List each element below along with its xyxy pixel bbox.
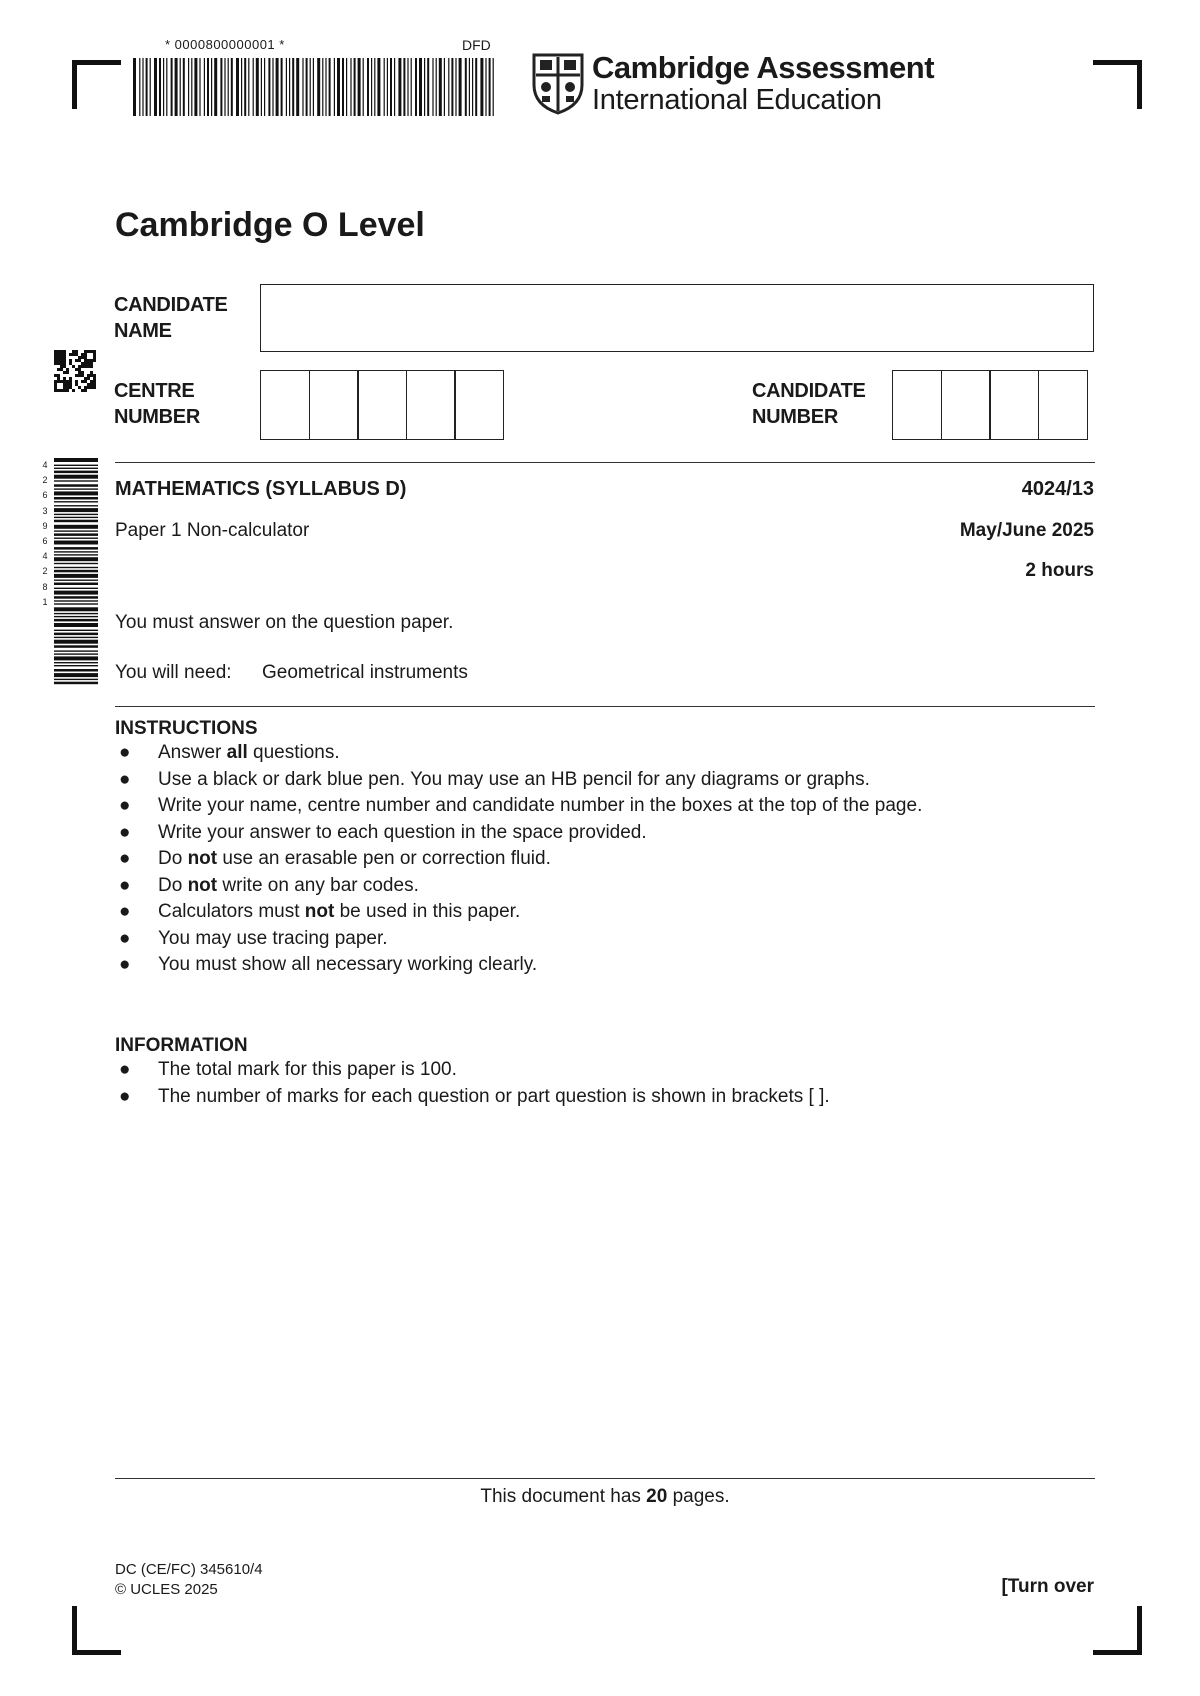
crest-icon	[532, 53, 584, 115]
copyright: © UCLES 2025	[115, 1581, 218, 1598]
exam-duration: 2 hours	[1025, 560, 1094, 581]
paper-name: Paper 1 Non-calculator	[115, 520, 310, 541]
page-count-number: 20	[646, 1486, 668, 1507]
bullet-icon: ●	[119, 742, 131, 763]
list-item: ● Answer all questions.	[115, 740, 1095, 767]
list-item: ● The number of marks for each question or part question is shown in brackets [ ].	[115, 1084, 1095, 1111]
side-barcode-digit: 6	[42, 536, 48, 547]
list-item: ● You may use tracing paper.	[115, 926, 1095, 953]
side-barcode-digit: 4	[42, 551, 48, 562]
information-section	[115, 1035, 1095, 1110]
page-count-text: pages.	[667, 1486, 730, 1507]
page-title: Cambridge O Level	[115, 206, 425, 244]
side-barcode-digit: 8	[42, 581, 48, 592]
candidate-number-field	[892, 370, 1088, 440]
emphasis: all	[226, 742, 248, 763]
candidate-number-label	[752, 378, 866, 430]
instructions-heading: INSTRUCTIONS	[115, 718, 258, 739]
cambridge-logo	[532, 52, 934, 116]
barcode-number: * 0000800000001 *	[165, 37, 285, 52]
centre-number-box[interactable]	[260, 370, 310, 440]
side-barcode-digit: 1	[42, 596, 48, 607]
centre-number-field	[260, 370, 504, 440]
list-item: ● Do not write on any bar codes.	[115, 873, 1095, 900]
centre-number-box[interactable]	[454, 370, 504, 440]
qr-code	[54, 350, 96, 392]
document-code: DC (CE/FC) 345610/4	[115, 1561, 263, 1578]
bullet-icon: ●	[119, 1085, 131, 1107]
bullet-icon: ●	[119, 821, 131, 843]
candidate-number-box[interactable]	[989, 370, 1039, 440]
candidate-name-label	[114, 292, 228, 344]
turn-over: [Turn over	[1001, 1576, 1094, 1597]
bullet-icon: ●	[119, 795, 131, 816]
side-barcode-digit: 6	[42, 490, 48, 501]
crop-mark-bottom-right	[1093, 1606, 1142, 1655]
side-barcode-digit: 2	[42, 475, 48, 486]
crop-mark-top-right	[1093, 60, 1142, 109]
bullet-icon: ●	[119, 901, 131, 922]
information-list	[115, 1057, 1095, 1110]
label-line: CANDIDATE	[114, 294, 228, 316]
candidate-number-box[interactable]	[892, 370, 942, 440]
centre-number-box[interactable]	[357, 370, 407, 440]
list-item: ● Use a black or dark blue pen. You may use an HB pencil for any diagrams or graphs.	[115, 767, 1095, 794]
side-barcode-digit: 9	[42, 520, 48, 531]
candidate-number-box[interactable]	[941, 370, 991, 440]
side-barcode-digits	[40, 458, 50, 610]
instructions-list	[115, 740, 1095, 979]
side-barcode-digit: 4	[42, 460, 48, 470]
need-label: You will need:	[115, 662, 232, 683]
label-line: NUMBER	[752, 406, 838, 428]
list-item: ● Do not use an erasable pen or correction fluid.	[115, 846, 1095, 873]
footer-codes	[115, 1560, 263, 1600]
emphasis: not	[187, 848, 218, 869]
side-barcode-digit: 2	[42, 566, 48, 577]
page-count-text: This document has	[480, 1486, 647, 1507]
answer-note: You must answer on the question paper.	[115, 612, 454, 633]
side-barcode	[54, 458, 98, 686]
divider	[115, 462, 1095, 463]
bullet-icon: ●	[119, 927, 131, 949]
centre-number-label	[114, 378, 200, 430]
label-line: CENTRE	[114, 380, 195, 402]
information-heading: INFORMATION	[115, 1035, 248, 1056]
bullet-icon: ●	[119, 1059, 131, 1080]
barcode-tag: DFD	[462, 37, 491, 53]
emphasis: not	[187, 874, 218, 896]
divider	[115, 1478, 1095, 1479]
logo-line-2: International Education	[592, 84, 882, 116]
centre-number-box[interactable]	[406, 370, 456, 440]
bullet-icon: ●	[119, 874, 131, 896]
crop-mark-bottom-left	[72, 1606, 121, 1655]
candidate-name-field[interactable]	[260, 284, 1094, 352]
top-barcode	[133, 58, 499, 116]
bullet-icon: ●	[119, 768, 131, 790]
divider	[115, 706, 1095, 707]
instructions-section	[115, 718, 1095, 979]
candidate-number-box[interactable]	[1038, 370, 1088, 440]
list-item: ● You must show all necessary working clearly.	[115, 952, 1095, 979]
label-line: NUMBER	[114, 406, 200, 428]
label-line: NAME	[114, 320, 172, 342]
need-item: Geometrical instruments	[262, 662, 468, 683]
emphasis: not	[304, 901, 335, 922]
crop-mark-top-left	[72, 60, 121, 109]
syllabus-code: 4024/13	[1021, 478, 1094, 500]
subject-title: MATHEMATICS (SYLLABUS D)	[115, 478, 407, 500]
list-item: ● Write your name, centre number and candidate number in the boxes at the top of the page.	[115, 793, 1095, 820]
label-line: CANDIDATE	[752, 380, 866, 402]
bullet-icon: ●	[119, 954, 131, 975]
list-item: ● Calculators must not be used in this paper.	[115, 899, 1095, 926]
bullet-icon: ●	[119, 848, 131, 869]
centre-number-box[interactable]	[309, 370, 359, 440]
logo-line-1: Cambridge Assessment	[592, 50, 935, 85]
list-item: ● Write your answer to each question in the space provided.	[115, 820, 1095, 847]
list-item: ● The total mark for this paper is 100.	[115, 1057, 1095, 1084]
side-barcode-digit: 3	[42, 505, 48, 516]
exam-session: May/June 2025	[959, 520, 1094, 541]
page-count	[0, 1486, 1200, 1508]
